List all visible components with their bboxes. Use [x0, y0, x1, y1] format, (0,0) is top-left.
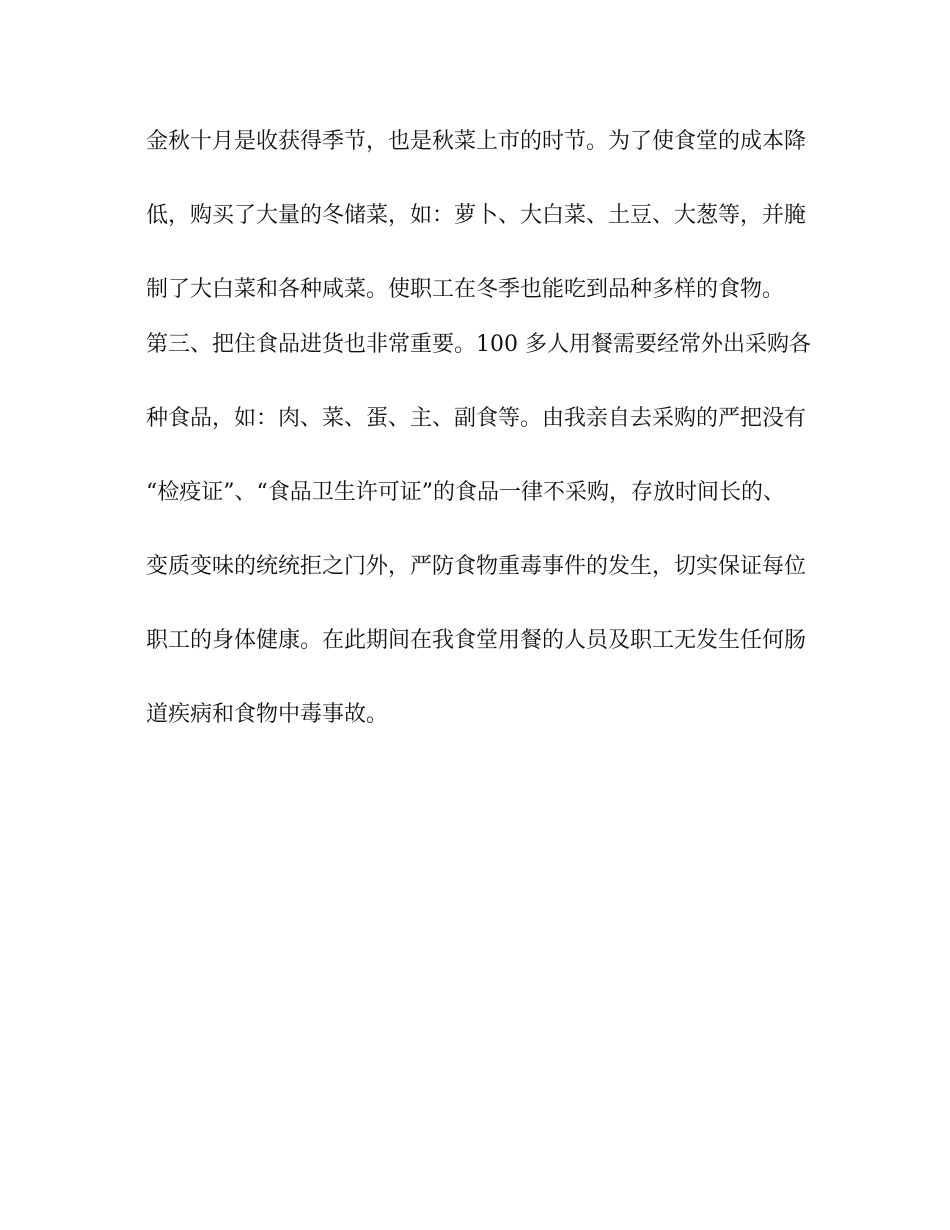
paragraph-line: 低，购买了大量的冬储菜，如：萝卜、大白菜、土豆、大葱等，并腌	[146, 203, 807, 228]
paragraph-line: 种食品，如：肉、菜、蛋、主、副食等。由我亲自去采购的严把没有	[146, 406, 807, 431]
paragraph-line: 金秋十月是收获得季节，也是秋菜上市的时节。为了使食堂的成本降	[146, 129, 807, 154]
paragraph-line: “检疫证”、“食品卫生许可证”的食品一律不采购，存放时间长的、	[146, 480, 785, 505]
paragraph-line: 道疾病和食物中毒事故。	[146, 702, 389, 727]
paragraph-line: 第三、把住食品进货也非常重要。100 多人用餐需要经常外出采购各	[146, 332, 811, 357]
paragraph-line: 变质变味的统统拒之门外，严防食物重毒事件的发生，切实保证每位	[146, 554, 807, 579]
paragraph-line: 职工的身体健康。在此期间在我食堂用餐的人员及职工无发生任何肠	[146, 628, 807, 653]
paragraph-line: 制了大白菜和各种咸菜。使职工在冬季也能吃到品种多样的食物。	[146, 277, 785, 302]
